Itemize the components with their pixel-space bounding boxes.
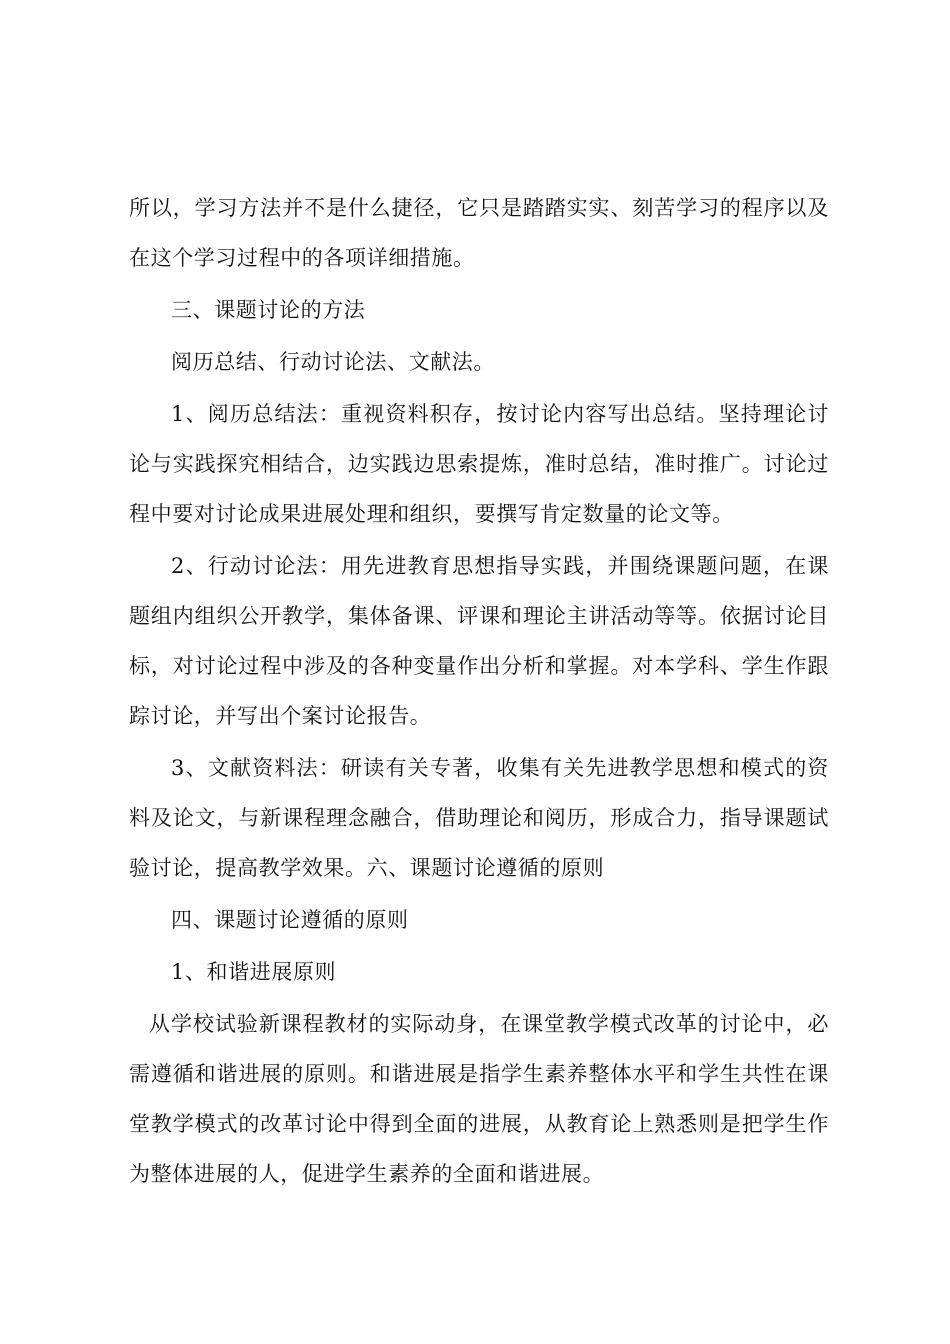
paragraph-harmonious-development: 从学校试验新课程教材的实际动身，在课堂教学模式改革的讨论中，必需遵循和谐进展的原则。和谐进展是指学生素养整体水平和学生共性在课堂教学模式的改革讨论中得到全面的进展，从教育论上熟悉则是把学生作为整体进展的人，促进学生素养的全面和谐进展。 — [129, 1012, 829, 1186]
heading-research-methods: 三、课题讨论的方法 — [171, 298, 366, 322]
paragraph-literature-method: 3、文献资料法：研读有关专著，收集有关先进教学思想和模式的资料及论文，与新课程理念融合，借助理论和阅历，形成合力，指导课题试验讨论，提高教学效果。六、课题讨论遵循的原则 — [129, 756, 829, 880]
paragraph-experience-summary-method: 1、阅历总结法：重视资料积存，按讨论内容写出总结。坚持理论讨论与实践探究相结合，边实践边思索提炼，准时总结，准时推广。讨论过程中要对讨论成果进展处理和组织，要撰写肯定数量的论文等。 — [129, 402, 829, 526]
paragraph-methods-list: 阅历总结、行动讨论法、文献法。 — [171, 350, 495, 374]
paragraph-study-method: 所以，学习方法并不是什么捷径，它只是踏踏实实、刻苦学习的程序以及在这个学习过程中的各项详细措施。 — [129, 196, 829, 270]
heading-research-principles: 四、课题讨论遵循的原则 — [171, 908, 409, 932]
heading-harmonious-development: 1、和谐进展原则 — [171, 960, 337, 984]
paragraph-action-research-method: 2、行动讨论法：用先进教育思想指导实践，并围绕课题问题，在课题组内组织公开教学，集体备课、评课和理论主讲活动等等。依据讨论目标，对讨论过程中涉及的各种变量作出分析和掌握。对本学科、学生作跟踪讨论，并写出个案讨论报告。 — [129, 554, 829, 728]
document-body — [129, 183, 829, 1199]
